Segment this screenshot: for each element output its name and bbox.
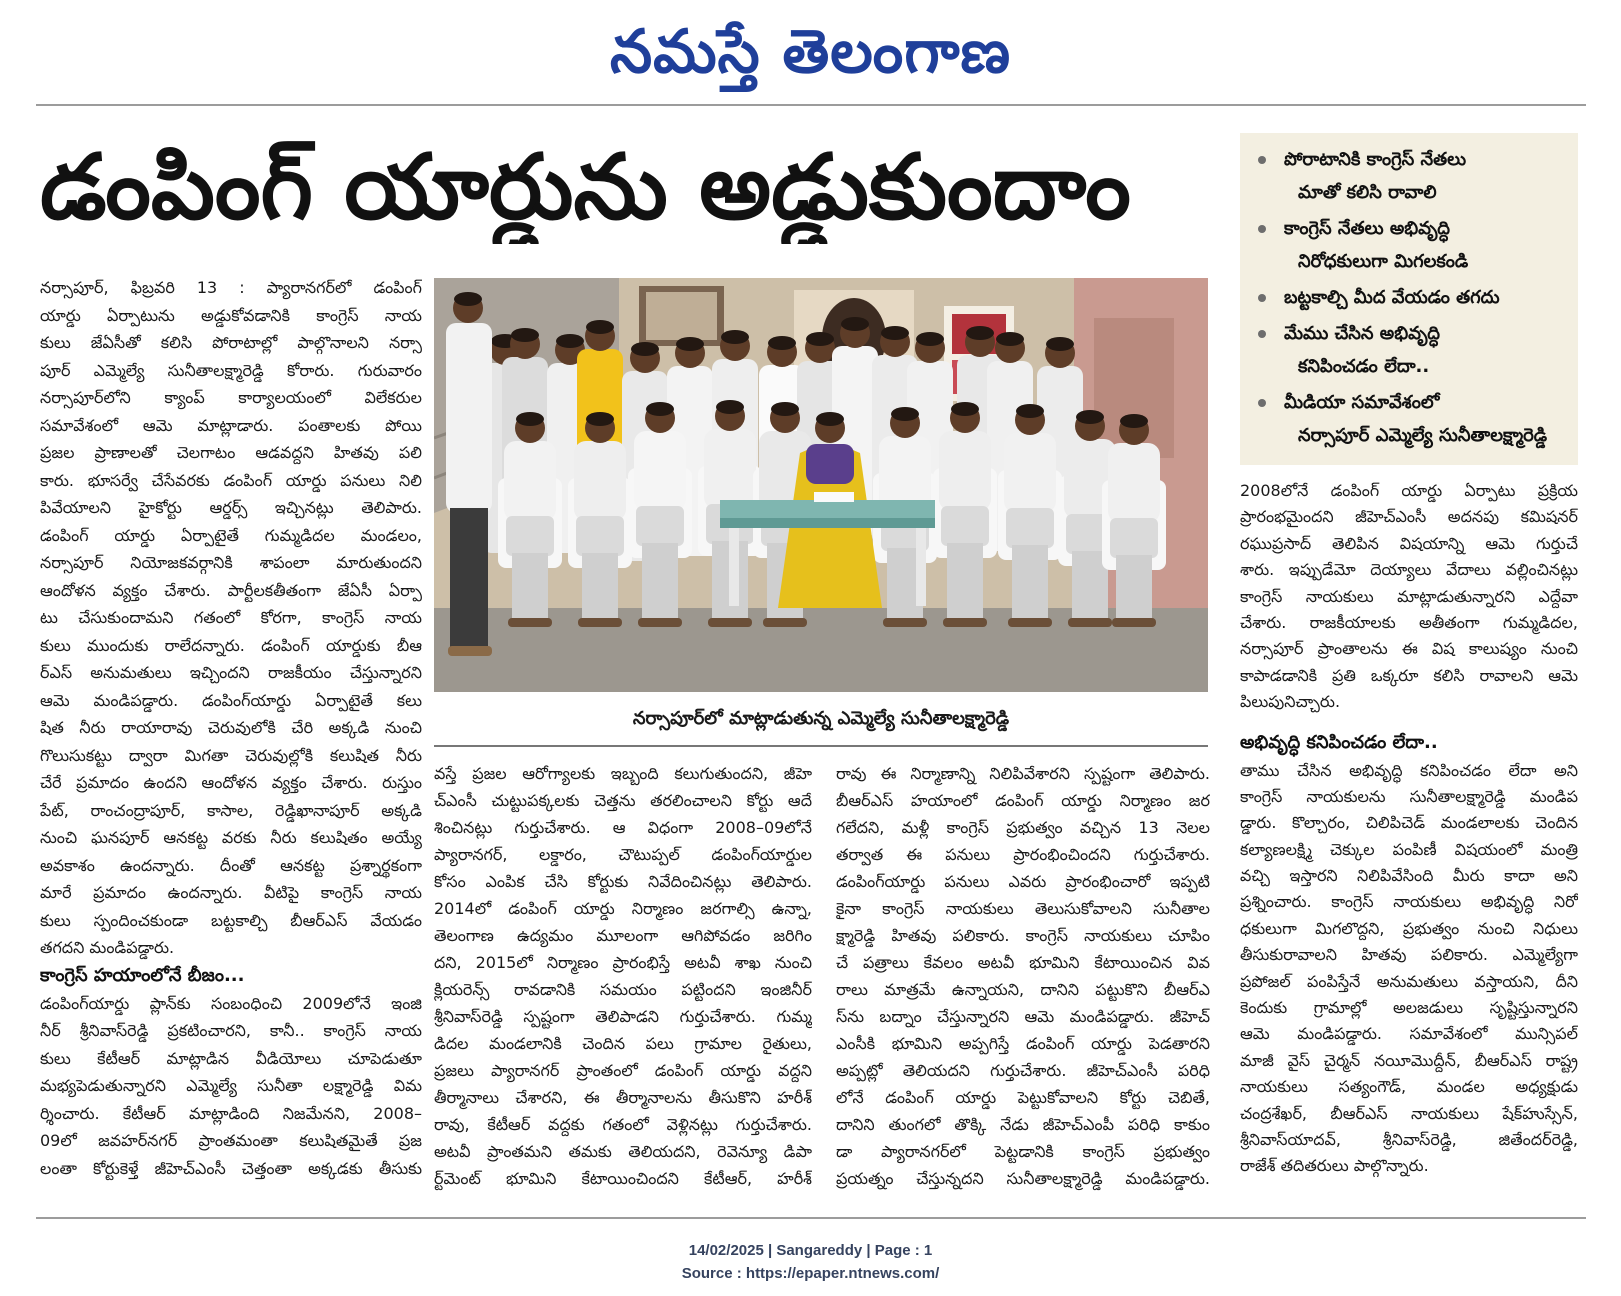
highlight-line: బట్టకాల్చి మీద వేయడం తగదు [1284, 287, 1500, 308]
person-legs [947, 543, 983, 623]
article-text-line: లోనే డంపింగ్ యార్డు పెట్టుకోవాలని కోర్టు చెబితే, [836, 1088, 1210, 1107]
article-text-line: డంపింగ్‌యార్డు ప్లాన్‌కు సంబంధించి 2009లోనే ఇంజి [40, 993, 422, 1013]
article-text-line: ర్ట్‌మెంట్ భూమిని కేటాయించిందని కేటీఆర్, హరీశ్ [434, 1169, 812, 1188]
person-legs [642, 543, 678, 623]
bullet-icon [1258, 399, 1266, 407]
article-text-line: నాయకులు సత్యంగౌడ్, మండల అధ్యక్షుడు [1240, 1077, 1578, 1097]
article-text-line: తాము చేసిన అభివృద్ధి కనిపించడం లేదా అని [1240, 760, 1578, 780]
highlight-item [1240, 281, 1568, 314]
news-photo [434, 278, 1208, 692]
person-shirt [1108, 443, 1160, 523]
article-text-line: ర్శించారు. కేటీఆర్ మాట్లాడింది నిజమేనని, 2008– [40, 1103, 422, 1123]
article-text-line: కాంగ్రెస్ నాయకులు మాట్లాడుతున్నారని ఎద్దేవా [1240, 586, 1578, 606]
article-text-line: లంతా కోర్టుకెళ్తే జీహెచ్‌ఎంసీ చెత్తంతా అక్కడకు తీసుకు [40, 1158, 422, 1178]
article-text-line: ఆమె మండిపడ్డారు. సమావేశంలో మున్సిపల్ [1240, 1024, 1578, 1044]
person-lap [576, 516, 624, 556]
person-hair [516, 412, 544, 426]
article-text-line: అటవీ ప్రాంతమని తమకు తెలియదని, రెవెన్యూ డిపా [434, 1142, 812, 1161]
article-text-line: 2008లోనే డంపింగ్ యార్డు ఏర్పాటు ప్రక్రియ [1240, 481, 1578, 500]
person-feet [1068, 618, 1112, 627]
person-shirt [704, 429, 756, 509]
person-hair [454, 292, 482, 306]
highlight-line: కనిపించడం లేదా.. [1298, 356, 1430, 377]
person-hair [716, 400, 744, 414]
person-hair [556, 334, 584, 348]
photo-window-inner [646, 292, 717, 340]
article-text-line: కైనా కాంగ్రెస్ నాయకులు తెలుసుకోవాలని సునీతాల [836, 899, 1210, 918]
article-text-line: చేశారు. రాజకీయాలకు అతీతంగా గుమ్మడిదల, [1240, 612, 1578, 632]
article-text-line: కాపాడడానికి ప్రతి ఒక్కరూ కలిసి రావాలని ఆమె [1240, 665, 1578, 685]
person-hair [966, 326, 994, 340]
person-hair [1076, 410, 1104, 424]
article-text-line: చంద్రశేఖర్, బీఆర్‌ఎస్ నాయకులు షేక్‌హుస్సేన్, [1240, 1103, 1578, 1123]
article-text-line: ఆమె మండిపడ్డారు. డంపింగ్‌యార్డు ఏర్పాటైతే కలు [40, 690, 422, 710]
person-hair [881, 326, 909, 340]
article-text-line: నర్సాపూర్, ఫిబ్రవరి 13 : ప్యారానగర్‌లో డంపింగ్ [40, 278, 422, 297]
article-text-line: టు చేసుకుందామని గతంలో కోరగా, కాంగ్రెస్ నాయ [40, 608, 422, 627]
article-text-line: ప్రయత్నం చేస్తున్నదని సునీతాలక్ష్మారెడ్డి మండిపడ్డారు. [836, 1169, 1210, 1188]
person-hair [768, 336, 796, 350]
article-text-line: పేట్, రాంచంద్రాపూర్, కాసాల, రెడ్డిఖానాపూర్ అక్కడి [40, 800, 422, 820]
highlight-line: నర్సాపూర్ ఎమ్మెల్యే సునీతాలక్ష్మారెడ్డి [1298, 425, 1548, 446]
article-text-line: నీర్ శ్రీనివాస్‌రెడ్డి ప్రకటించారని, కానీ.. కాంగ్రెస్ నాయ [40, 1021, 422, 1040]
person-hair [806, 332, 834, 346]
person-feet [508, 618, 552, 627]
highlight-line: మీడియా సమావేశంలో [1284, 392, 1440, 413]
person-shirt [634, 431, 686, 511]
article-text-line: మభ్యపెడుతున్నారని ఎమ్మెల్యే సునీతా లక్ష్మారెడ్డి విమ [40, 1076, 422, 1095]
person-hair [951, 402, 979, 416]
article-text-line: కారు. భూసర్వే చేసేవరకు డంపింగ్ యార్డు పనులు నిలి [40, 470, 422, 490]
article-text-line: రాలు మాత్రమే ఉన్నాయని, దానిని పట్టుకొని బీఆర్‌ఎ [836, 980, 1210, 999]
article-text-line: తెలంగాణ ఉద్యమం మూలంగా ఆగిపోవడం జరిగిం [434, 926, 812, 945]
article-column-2 [434, 760, 812, 1200]
highlight-item [1240, 317, 1568, 383]
person-legs [1116, 555, 1152, 623]
article-text-line: ధకులుగా మిగలొద్దని, ప్రభుత్వం నుంచి నిధులు [1240, 918, 1578, 938]
section-subhead: అభివృద్ధి కనిపించడం లేదా.. [1240, 731, 1438, 753]
article-text-line: ప్రపోజల్ పంపిస్తేనే అనుమతులు వస్తాయని, దీని [1240, 971, 1578, 991]
person-feet [943, 618, 987, 627]
article-text-line: పివేయాలని హైకోర్టు ఆర్డర్స్ ఇచ్చినట్లు తెలిపారు. [40, 498, 422, 517]
article-text-line: నుంచి ఘనపూర్ ఆనకట్ట వరకు నీరు కలుషితం అయ్యే [40, 828, 422, 847]
article-column-4 [1240, 478, 1578, 1200]
article-text-line: ఆందోళన వ్యక్తం చేశారు. పార్టీలకతీతంగా జేఏసీ ఏర్పా [40, 580, 422, 600]
article-text-line: క్లియరెన్స్ రావడానికి సమయం పట్టిందని ఇంజినీర్ [434, 980, 812, 999]
article-text-line: షిత నీరు రాయారావు చెరువులోకి చేరి అక్కడి నుంచి [40, 718, 422, 737]
caption-divider [434, 745, 1208, 747]
person-lap [941, 506, 989, 546]
article-text-line: 09లో జవహర్‌నగర్ ప్రాంతమంతా కలుషితమైతే ప్రజ [40, 1131, 422, 1150]
article-text-line: దని, 2015లో నిర్మాణం ప్రారంభిస్తే అటవీ శాఖ నుంచి [434, 953, 812, 972]
bottom-divider [36, 1217, 1586, 1219]
person-legs [512, 553, 548, 623]
highlight-line: కాంగ్రెస్ నేతలు అభివృద్ధి [1284, 218, 1451, 239]
person-hair [1046, 337, 1074, 351]
person-shirt [504, 441, 556, 521]
person-hair [586, 320, 614, 334]
article-text-line: కులు స్పందించకుండా బట్టకాల్చి బీఆర్‌ఎస్ వేయడం [40, 910, 422, 930]
article-text-line: తీర్మానాలు చేశారని, ఈ తీర్మానాలను తీసుకొని హరీశ్ [434, 1088, 812, 1107]
footer-source: Source : https://epaper.ntnews.com/ [681, 1265, 940, 1282]
section-subhead: కాంగ్రెస్ హయాంలోనే బీజం... [40, 964, 245, 986]
highlight-line: మేము చేసిన అభివృద్ధి [1284, 323, 1440, 344]
person-hair [916, 332, 944, 346]
article-text-line: క్ష్మారెడ్డి హితవు పలికారు. కాంగ్రెస్ నాయకులు చూపిం [836, 926, 1210, 945]
masthead-divider [36, 104, 1586, 106]
highlight-item [1240, 143, 1568, 209]
article-text-line: శ్రీనివాస్‌రెడ్డి స్పష్టంగా తెలిపాడని గుర్తుచేశారు. గుమ్మ [434, 1007, 812, 1026]
article-text-line: డా ప్యారానగర్‌లో పెట్టడానికి కాంగ్రెస్ ప్రభుత్వం [836, 1142, 1210, 1161]
table-cloth [720, 500, 935, 520]
article-text-line: కోసం ఎంపిక చేసి కోర్టుకు నివేదించినట్లు తెలిపారు. [434, 872, 812, 891]
person-hair [1016, 404, 1044, 418]
person-hair [676, 337, 704, 351]
bullet-icon [1258, 330, 1266, 338]
article-text-line: కాంగ్రెస్ నాయకులను సునీతాలక్ష్మారెడ్డి మండిప [1240, 786, 1578, 806]
person-feet [578, 618, 622, 627]
article-text-line: నర్సాపూర్‌లోని క్యాంప్ కార్యాలయంలో విలేకరుల [40, 388, 422, 407]
papers [814, 492, 854, 502]
article-text-line: గొలుసుకట్టు ద్వారా మిగతా చెరువుల్లోకి కలుషిత నీరు [40, 745, 422, 765]
person-lap [636, 506, 684, 546]
person-hair [816, 412, 844, 426]
person-shirt [939, 431, 991, 511]
article-text-line: ప్రజల ప్రాణాలతో చెలగాటం ఆడవద్దని హితవు పలి [40, 443, 422, 462]
footer-edition: 14/02/2025 | Sangareddy | Page : 1 [688, 1242, 933, 1259]
highlight-item [1240, 386, 1568, 452]
person-hair [1120, 414, 1148, 428]
article-text-line: మారే ప్రమాదం ఉందన్నారు. వీటిపై కాంగ్రెస్ నాయ [40, 883, 422, 902]
article-text-line: చే పత్రాలు కేవలం అటవీ భూమిని కేటాయించిన వివ [836, 953, 1210, 972]
article-text-line: డంపింగ్‌యార్డు పనులు ఎవరు ప్రారంభించారో ఇప్పటి [836, 872, 1210, 891]
table-leg [729, 528, 739, 606]
person-hair [771, 402, 799, 416]
article-text-line: ర్‌ఎస్ అనుమతులు ఇచ్చిందని రాజకీయం చేస్తున్నారని [40, 663, 422, 682]
article-text-line: తర్వాత ఈ పనులు ప్రారంభించిందని గుర్తుచేశారు. [836, 845, 1210, 864]
person-standing-left [446, 292, 492, 656]
article-text-line: తగదని మండిపడ్డారు. [40, 938, 175, 957]
person-lap [1110, 518, 1158, 558]
person-lap [506, 516, 554, 556]
person-hair [841, 317, 869, 331]
photo-caption: నర్సాపూర్‌లో మాట్లాడుతున్న ఎమ్మెల్యే సునీతాలక్ష్మారెడ్డి [632, 708, 1010, 729]
highlights-box [1240, 133, 1578, 465]
person-feet [638, 618, 682, 627]
article-text-line: రావు, కేటీఆర్ వద్దకు గతంలో వెళ్లినట్లు గుర్తుచేశారు. [434, 1115, 812, 1134]
headline: డంపింగ్ యార్డును అడ్డుకుందాం [40, 135, 1131, 240]
article-text-line: చ్‌ఎంసీ చుట్టుపక్కలకు చెత్తను తరలించాలని కోర్టు ఆదే [434, 791, 812, 810]
article-text-line: కల్యాణలక్ష్మి చెక్కుల పంపిణీ విషయంలో మంత్రి [1240, 839, 1578, 859]
article-text-line: వచ్చి ఇస్తారని నిలిపివేసింది మీరు కాదా అని [1240, 866, 1578, 886]
article-text-line: పూర్ ఎమ్మెల్యే సునీతాలక్ష్మారెడ్డి కోరారు. గురువారం [40, 360, 422, 380]
person-feet [1008, 618, 1052, 627]
article-text-line: అప్పట్లో తెలియదని గుర్తుచేశారు. జీహెచ్‌ఎంసీ పరిధి [836, 1061, 1210, 1080]
article-text-line: కులు కేటీఆర్ మాట్లాడిన వీడియోలు చూపెడుతూ [40, 1048, 422, 1068]
purple-blouse [806, 444, 854, 484]
highlight-line: పోరాటానికి కాంగ్రెస్ నేతలు [1284, 149, 1467, 170]
person-hair [646, 402, 674, 416]
article-text-line: ప్రారంభమైందని జీహెచ్‌ఎంసీ అదనపు కమిషనర్ [1240, 507, 1578, 527]
article-text-line: రావు ఈ నిర్మాణాన్ని నిలిపివేశారని స్పష్టంగా తెలిపారు. [836, 764, 1210, 783]
article-text-line: ప్యారానగర్, లక్డారం, చౌటుప్పల్ డంపింగ్‌యార్డుల [434, 845, 812, 864]
person-hair [631, 342, 659, 356]
person-legs [1012, 545, 1048, 623]
article-text-line: కులు ముందుకు రాలేదన్నారు. డంపింగ్ యార్డుకు బీఆ [40, 635, 422, 655]
article-text-line: ప్రశ్నించారు. కాంగ్రెస్ నాయకులు అభివృద్ధి నిరో [1240, 892, 1578, 912]
person-hair [891, 407, 919, 421]
article-text-line: వస్తే ప్రజల ఆరోగ్యాలకు ఇబ్బంది కలుగుతుందని, జీహె [434, 764, 812, 783]
person-shirt [446, 323, 492, 513]
bullet-icon [1258, 225, 1266, 233]
person-feet [708, 618, 752, 627]
masthead-logo: నమస్తే తెలంగాణ [609, 17, 1012, 87]
table-cloth-edge [720, 518, 935, 528]
article-text-line: బీఆర్‌ఎస్ హయాంలో డంపింగ్ యార్డు నిర్మాణం జర [836, 791, 1210, 810]
person-shoes [448, 646, 492, 656]
person-legs [582, 553, 618, 623]
highlight-line: మాతో కలిసి రావాలి [1298, 182, 1437, 203]
article-text-line: కెందుకు గ్రామాల్లో అలజడులు సృష్టిస్తున్నారని [1240, 998, 1578, 1018]
person-hair [586, 412, 614, 426]
person-trousers [450, 508, 488, 648]
person-feet [763, 618, 807, 627]
article-text-line: యార్డు ఏర్పాటును అడ్డుకోవడానికి కాంగ్రెస్ నాయ [40, 305, 422, 325]
article-text-line: తీసుకురావాలని హితవు పలికారు. ఎమ్మెల్యేగా [1240, 945, 1578, 965]
article-text-line: మాజీ వైస్ చైర్మన్ నయీమొద్దీన్, బీఆర్‌ఎస్ రాష్ట్ర [1240, 1050, 1578, 1070]
person-shirt [1004, 433, 1056, 513]
article-text-line: సమావేశంలో ఆమె మాట్లాడారు. పంతాలకు పోయి [40, 415, 422, 435]
person-lap [1006, 508, 1054, 548]
bullet-icon [1258, 294, 1266, 302]
article-column-1 [40, 274, 422, 1199]
article-text-line: నర్సాపూర్ ప్రాంతాలను ఈ విష కాలుష్యం నుంచి [1240, 639, 1578, 659]
article-text-line: అవకాశం ఉందన్నారు. దీంతో ఆనకట్ట ప్రశ్నార్థకంగా [40, 855, 422, 875]
person-feet [883, 618, 927, 627]
person-hair [511, 328, 539, 342]
person-hair [721, 330, 749, 344]
article-text-line: ఎంసీకి భూమిని అప్పగిస్తే డంపింగ్ యార్డు పెడతారని [836, 1034, 1210, 1053]
article-text-line: పిలుపునిచ్చారు. [1240, 692, 1341, 712]
person-feet [1112, 618, 1156, 627]
person-shirt [574, 441, 626, 521]
article-text-line: శ్రీనివాస్‌యాదవ్, శ్రీనివాస్‌రెడ్డి, జితేందర్‌రెడ్డి, [1240, 1129, 1578, 1149]
bullet-icon [1258, 156, 1266, 164]
article-text-line: గలేదని, మళ్లీ కాంగ్రెస్ ప్రభుత్వం వచ్చిన 13 నెలల [836, 818, 1210, 837]
article-text-line: కులు జేఏసీతో కలిసి పోరాటాల్లో పాల్గొనాలని నర్సా [40, 333, 422, 352]
table-leg [916, 528, 926, 606]
article-text-line: 2014లో డంపింగ్ యార్డు నిర్మాణం జరగాల్సి ఉన్నా, [434, 899, 812, 918]
article-text-line: నర్సాపూర్ నియోజకవర్గానికి శాపంలా మారుతుందని [40, 553, 422, 572]
article-column-3 [836, 760, 1210, 1200]
article-text-line: దానిని తుంగలో తొక్కి నేడు జీహెచ్‌ఎంపీ పరిధి కాకుం [836, 1115, 1210, 1134]
article-text-line: శారు. ఇప్పుడేమో దెయ్యాలు వేదాలు వల్లించినట్లు [1240, 560, 1578, 580]
person-hair [996, 332, 1024, 346]
highlight-line: నిరోధకులుగా మిగలకండి [1298, 251, 1469, 272]
article-text-line: ప్రజలు ప్యారానగర్ ప్రాంతంలో డంపింగ్ యార్డు వద్దని [434, 1061, 812, 1080]
article-text-line: శించినట్లు గుర్తుచేశారు. ఆ విధంగా 2008–09లోనే [434, 818, 812, 837]
article-text-line: రాజేశ్ తదితరులు పాల్గొన్నారు. [1240, 1156, 1429, 1176]
article-text-line: రఘుప్రసాద్ తెలిపిన విషయాన్ని ఆమె గుర్తుచే [1240, 533, 1578, 553]
article-text-line: స్‌ను బద్నాం చేస్తున్నారని ఆమె మండిపడ్డారు. జీహెచ్ [836, 1007, 1210, 1026]
highlight-item [1240, 212, 1568, 278]
article-text-line: డిదల మండలానికి చెందిన పలు గ్రామాల రైతులు, [434, 1034, 812, 1053]
article-text-line: డ్డారు. కొల్చారం, చిలిపిచెడ్ మండలాలకు చెందిన [1240, 813, 1578, 833]
article-text-line: చేరే ప్రమాదం ఉందని ఆందోళన వ్యక్తం చేశారు. రుస్తుం [40, 773, 422, 792]
article-text-line: డంపింగ్ యార్డు ఏర్పాటైతే గుమ్మడిదల మండలం, [40, 525, 422, 545]
